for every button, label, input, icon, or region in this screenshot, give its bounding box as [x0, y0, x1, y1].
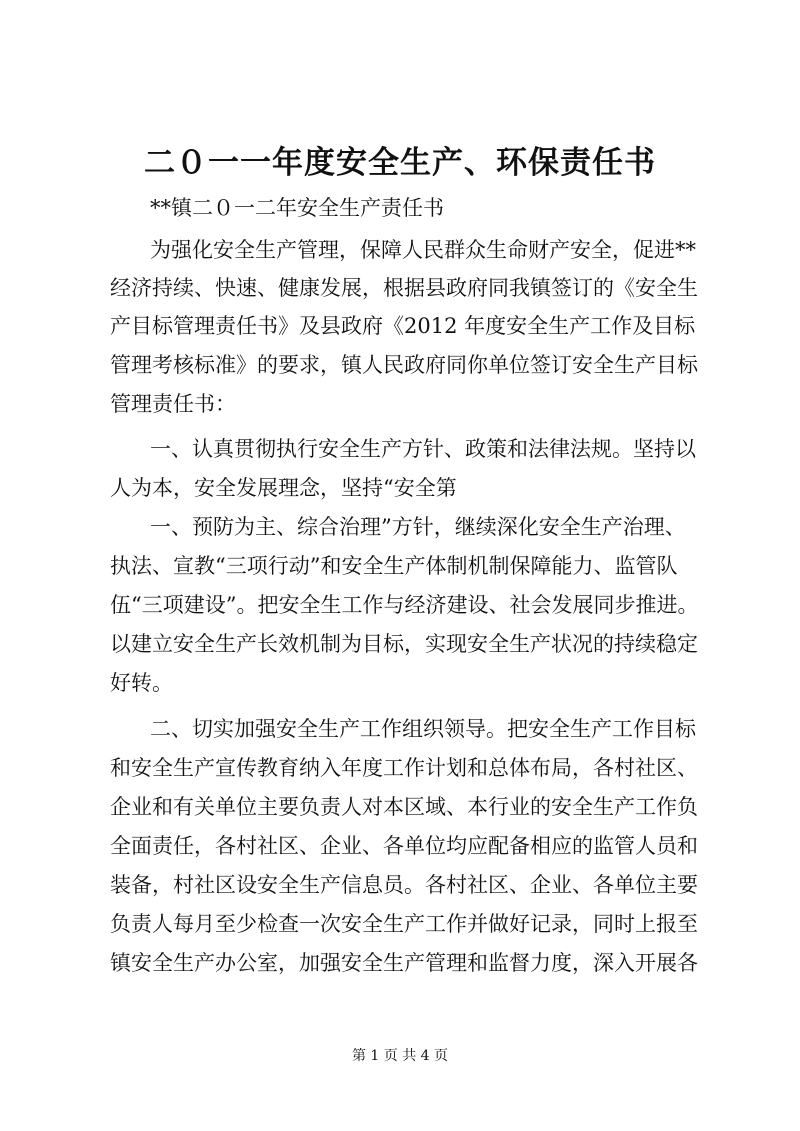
paragraph-line: 和安全生产宣传教育纳入年度工作计划和总体布局，各村社区、 [110, 756, 698, 780]
document-title: 二０一一年度安全生产、环保责任书 [144, 145, 656, 181]
paragraph-line: 镇安全生产办公室，加强安全生产管理和监督力度，深入开展各 [110, 951, 698, 975]
paragraph-line: 产目标管理责任书》及县政府《2012 年度安全生产工作及目标 [110, 314, 696, 338]
paragraph-line: 以建立安全生产长效机制为目标，实现安全生产状况的持续稳定 [110, 632, 698, 656]
paragraph-line: 企业和有关单位主要负责人对本区域、本行业的安全生产工作负 [110, 795, 698, 819]
paragraph-line: 负责人每月至少检查一次安全生产工作并做好记录，同时上报至 [110, 912, 698, 936]
paragraph-line: 装备，村社区设安全生产信息员。各村社区、企业、各单位主要 [110, 873, 698, 897]
paragraph-line: 为强化安全生产管理，保障人民群众生命财产安全，促进** [150, 238, 696, 262]
paragraph-line: 二、切实加强安全生产工作组织领导。把安全生产工作目标 [150, 717, 696, 741]
paragraph-line: 伍“三项建设”。把安全生工作与经济建设、社会发展同步推进。 [110, 593, 699, 617]
paragraph-line: 管理责任书： [110, 392, 236, 416]
page-number-footer: 第 1 页 共 4 页 [351, 1048, 449, 1064]
paragraph-line: 一、认真贯彻执行安全生产方针、政策和法律法规。坚持以 [150, 437, 696, 461]
paragraph-line: 一、预防为主、综合治理”方针，继续深化安全生产治理、 [150, 515, 686, 539]
paragraph-line: 好转。 [110, 671, 173, 695]
paragraph-line: 全面责任，各村社区、企业、各单位均应配备相应的监管人员和 [110, 834, 698, 858]
paragraph-line: 管理考核标准》的要求，镇人民政府同你单位签订安全生产目标 [110, 353, 698, 377]
paragraph-line: 人为本，安全发展理念，坚持“安全第 [110, 476, 457, 500]
paragraph-line: 执法、宣教“三项行动”和安全生产体制机制保障能力、监管队 [110, 554, 678, 578]
document-subtitle: **镇二０一二年安全生产责任书 [150, 196, 444, 220]
paragraph-line: 经济持续、快速、健康发展，根据县政府同我镇签订的《安全生 [110, 276, 698, 300]
